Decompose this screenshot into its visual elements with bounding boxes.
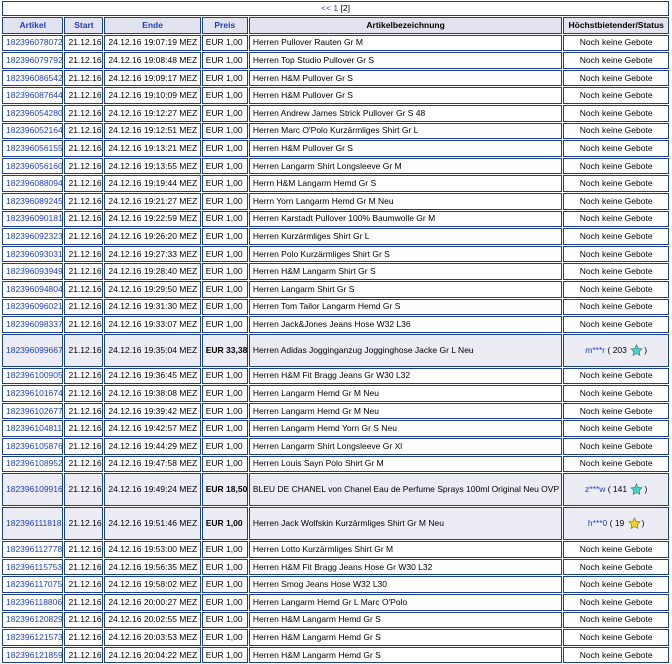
status-cell: Noch keine Gebote: [563, 87, 669, 104]
table-row: [2, 263, 669, 280]
header-start[interactable]: Start: [64, 17, 103, 34]
status-cell: Noch keine Gebote: [563, 559, 669, 576]
start-date-cell: 21.12.16: [64, 456, 103, 473]
end-date-cell: 24.12.16 19:29:50 MEZ: [104, 281, 200, 298]
item-title-cell: Herren Smog Jeans Hose W32 L30: [249, 576, 563, 593]
end-date-cell: 24.12.16 19:38:08 MEZ: [104, 385, 200, 402]
start-date-cell: 21.12.16: [64, 420, 103, 437]
price-cell: EUR 1,00: [202, 576, 248, 593]
table-row: [2, 70, 669, 87]
status-cell: Noch keine Gebote: [563, 281, 669, 298]
end-date-cell: 24.12.16 20:03:53 MEZ: [104, 629, 200, 646]
item-id-cell: [2, 263, 63, 280]
item-title-cell: Herren Jack&Jones Jeans Hose W32 L36: [249, 316, 563, 333]
item-id-link[interactable]: 182396078072: [6, 37, 63, 48]
start-date-cell: 21.12.16: [64, 612, 103, 629]
end-date-cell: 24.12.16 19:42:57 MEZ: [104, 420, 200, 437]
end-date-cell: 24.12.16 19:44:29 MEZ: [104, 438, 200, 455]
start-date-cell: 21.12.16: [64, 193, 103, 210]
price-cell: EUR 18,50: [202, 473, 248, 506]
price-cell: EUR 1,00: [202, 123, 248, 140]
item-id-cell: [2, 140, 63, 157]
start-date-cell: 21.12.16: [64, 228, 103, 245]
table-row: [2, 281, 669, 298]
status-cell: Noch keine Gebote: [563, 52, 669, 69]
end-date-cell: 24.12.16 19:58:02 MEZ: [104, 576, 200, 593]
end-date-cell: 24.12.16 20:00:27 MEZ: [104, 594, 200, 611]
item-id-cell: [2, 299, 63, 316]
header-status: Höchstbietender/Status: [563, 17, 669, 34]
item-id-cell: [2, 507, 63, 540]
table-row: [2, 316, 669, 333]
end-date-cell: 24.12.16 19:39:42 MEZ: [104, 403, 200, 420]
price-cell: EUR 1,00: [202, 507, 248, 540]
end-date-cell: 24.12.16 19:26:20 MEZ: [104, 228, 200, 245]
status-cell: Noch keine Gebote: [563, 438, 669, 455]
table-row: [2, 473, 669, 506]
table-row: [2, 456, 669, 473]
end-date-cell: 24.12.16 19:08:48 MEZ: [104, 52, 200, 69]
start-date-cell: 21.12.16: [64, 211, 103, 228]
end-date-cell: 24.12.16 19:36:45 MEZ: [104, 368, 200, 385]
end-date-cell: 24.12.16 19:09:17 MEZ: [104, 70, 200, 87]
item-title-cell: Herren Langarm Shirt Longsleeve Gr M: [249, 158, 563, 175]
status-cell: Noch keine Gebote: [563, 299, 669, 316]
status-cell: m***r ( 203 ): [563, 334, 669, 367]
item-id-cell: [2, 281, 63, 298]
item-id-link[interactable]: 182396093949: [6, 266, 63, 277]
item-id-cell: [2, 70, 63, 87]
end-date-cell: 24.12.16 19:22:59 MEZ: [104, 211, 200, 228]
item-id-cell: [2, 175, 63, 192]
status-cell: Noch keine Gebote: [563, 228, 669, 245]
end-date-cell: 24.12.16 19:56:35 MEZ: [104, 559, 200, 576]
status-cell: Noch keine Gebote: [563, 105, 669, 122]
rating-star-icon: [630, 344, 643, 357]
end-date-cell: 24.12.16 19:13:21 MEZ: [104, 140, 200, 157]
price-cell: EUR 1,00: [202, 246, 248, 263]
table-row: [2, 368, 669, 385]
price-cell: EUR 1,00: [202, 35, 248, 52]
start-date-cell: 21.12.16: [64, 140, 103, 157]
table-row: [2, 158, 669, 175]
item-id-cell: [2, 456, 63, 473]
end-date-cell: 24.12.16 19:07:19 MEZ: [104, 35, 200, 52]
table-row: [2, 123, 669, 140]
table-row: [2, 246, 669, 263]
item-title-cell: Herren H&M Pullover Gr S: [249, 70, 563, 87]
item-title-cell: Herren Langarm Hemd Gr L Marc O'Polo: [249, 594, 563, 611]
item-title-cell: Herren Louis Sayn Polo Shirt Gr M: [249, 456, 563, 473]
item-id-cell: [2, 368, 63, 385]
item-id-link[interactable]: 182396096021: [6, 301, 63, 312]
start-date-cell: 21.12.16: [64, 158, 103, 175]
status-cell: Noch keine Gebote: [563, 35, 669, 52]
item-id-cell: [2, 35, 63, 52]
item-title-cell: Herren Lotto Kurzärmliges Shirt Gr M: [249, 541, 563, 558]
item-id-link[interactable]: 182396121573: [6, 632, 63, 643]
start-date-cell: 21.12.16: [64, 299, 103, 316]
end-date-cell: 24.12.16 19:21:27 MEZ: [104, 193, 200, 210]
pagination-current-page: [2]: [340, 3, 350, 13]
start-date-cell: 21.12.16: [64, 263, 103, 280]
start-date-cell: 21.12.16: [64, 541, 103, 558]
item-id-link[interactable]: 182396090181: [6, 213, 63, 224]
start-date-cell: 21.12.16: [64, 629, 103, 646]
item-id-cell: [2, 158, 63, 175]
price-cell: EUR 1,00: [202, 456, 248, 473]
start-date-cell: 21.12.16: [64, 87, 103, 104]
end-date-cell: 24.12.16 19:31:30 MEZ: [104, 299, 200, 316]
item-id-cell: [2, 193, 63, 210]
pagination-prev-link[interactable]: <<: [321, 3, 331, 13]
price-cell: EUR 1,00: [202, 158, 248, 175]
item-id-link[interactable]: 182396086542: [6, 72, 63, 83]
item-title-cell: Herren H&M Pullover Gr S: [249, 87, 563, 104]
start-date-cell: 21.12.16: [64, 559, 103, 576]
item-title-cell: Herren H&M Langarm Shirt Gr S: [249, 263, 563, 280]
item-id-link[interactable]: 182396052164: [6, 125, 63, 136]
price-cell: EUR 1,00: [202, 385, 248, 402]
item-id-link[interactable]: 182396056155: [6, 142, 63, 153]
item-title-cell: Herren Langarm Hemd Yorn Gr S Neu: [249, 420, 563, 437]
feedback-score-link[interactable]: 141: [612, 484, 628, 494]
status-cell: Noch keine Gebote: [563, 403, 669, 420]
end-date-cell: 24.12.16 19:51:46 MEZ: [104, 507, 200, 540]
pagination: [2, 1, 669, 16]
item-id-link[interactable]: 182396117075: [6, 579, 63, 590]
start-date-cell: 21.12.16: [64, 647, 103, 664]
item-title-cell: Herren H&M Langarm Hemd Gr S: [249, 629, 563, 646]
end-date-cell: 24.12.16 19:27:33 MEZ: [104, 246, 200, 263]
item-id-cell: [2, 316, 63, 333]
table-row: [2, 403, 669, 420]
item-id-link[interactable]: 182396102677: [6, 405, 63, 416]
item-id-link[interactable]: 182396109916: [6, 484, 63, 495]
status-cell: Noch keine Gebote: [563, 175, 669, 192]
item-id-link[interactable]: 182396111818: [6, 518, 62, 529]
start-date-cell: 21.12.16: [64, 594, 103, 611]
status-cell: Noch keine Gebote: [563, 70, 669, 87]
table-row: [2, 385, 669, 402]
status-cell: Noch keine Gebote: [563, 211, 669, 228]
status-cell: Noch keine Gebote: [563, 576, 669, 593]
price-cell: EUR 1,00: [202, 175, 248, 192]
pagination-page-1[interactable]: 1: [333, 3, 339, 13]
item-id-link[interactable]: 182396088094: [6, 178, 63, 189]
item-id-cell: [2, 541, 63, 558]
item-title-cell: Herren H&M Langarm Hemd Gr S: [249, 647, 563, 664]
item-id-cell: [2, 228, 63, 245]
table-row: [2, 541, 669, 558]
item-id-cell: [2, 594, 63, 611]
item-id-cell: [2, 246, 63, 263]
item-id-cell: [2, 576, 63, 593]
price-cell: EUR 1,00: [202, 87, 248, 104]
item-id-link[interactable]: 182396098337: [6, 318, 63, 329]
item-id-cell: [2, 123, 63, 140]
status-cell: Noch keine Gebote: [563, 246, 669, 263]
item-id-cell: [2, 559, 63, 576]
status-cell: Noch keine Gebote: [563, 541, 669, 558]
status-cell: Noch keine Gebote: [563, 140, 669, 157]
table-row: [2, 52, 669, 69]
end-date-cell: 24.12.16 19:12:27 MEZ: [104, 105, 200, 122]
end-date-cell: 24.12.16 19:10:09 MEZ: [104, 87, 200, 104]
end-date-cell: 24.12.16 19:28:40 MEZ: [104, 263, 200, 280]
status-cell: Noch keine Gebote: [563, 368, 669, 385]
item-id-link[interactable]: 182396054280: [6, 107, 63, 118]
table-row: [2, 559, 669, 576]
end-date-cell: 24.12.16 19:35:04 MEZ: [104, 334, 200, 367]
price-cell: EUR 1,00: [202, 438, 248, 455]
table-row: [2, 211, 669, 228]
end-date-cell: 24.12.16 19:12:51 MEZ: [104, 123, 200, 140]
status-cell: Noch keine Gebote: [563, 420, 669, 437]
end-date-cell: 24.12.16 19:19:44 MEZ: [104, 175, 200, 192]
table-row: [2, 647, 669, 664]
table-row: [2, 35, 669, 52]
status-cell: h***0 ( 19 ): [563, 507, 669, 540]
bidder-link[interactable]: h***0: [587, 518, 608, 528]
item-id-cell: [2, 438, 63, 455]
price-cell: EUR 1,00: [202, 594, 248, 611]
item-id-link[interactable]: 182396087644: [6, 90, 63, 101]
start-date-cell: 21.12.16: [64, 52, 103, 69]
bidder-link[interactable]: z***w: [585, 484, 606, 494]
start-date-cell: 21.12.16: [64, 576, 103, 593]
start-date-cell: 21.12.16: [64, 507, 103, 540]
item-id-link[interactable]: 182396112778: [6, 544, 63, 555]
item-title-cell: Herren H&M Fit Bragg Jeans Gr W30 L32: [249, 368, 563, 385]
table-row: [2, 576, 669, 593]
auction-table: [1, 0, 670, 664]
table-row: [2, 594, 669, 611]
end-date-cell: 24.12.16 20:04:22 MEZ: [104, 647, 200, 664]
item-id-link[interactable]: 182396100905: [6, 370, 63, 381]
status-cell: Noch keine Gebote: [563, 385, 669, 402]
price-cell: EUR 1,00: [202, 629, 248, 646]
bidder-link[interactable]: m***r: [585, 344, 606, 355]
price-cell: EUR 1,00: [202, 541, 248, 558]
item-id-cell: [2, 385, 63, 402]
item-id-link[interactable]: 182396093031: [6, 248, 63, 259]
price-cell: EUR 1,00: [202, 403, 248, 420]
price-cell: EUR 1,00: [202, 281, 248, 298]
price-cell: EUR 1,00: [202, 368, 248, 385]
table-row: [2, 438, 669, 455]
item-id-cell: [2, 473, 63, 506]
item-id-cell: [2, 334, 63, 367]
item-id-cell: [2, 403, 63, 420]
price-cell: EUR 1,00: [202, 316, 248, 333]
item-id-link[interactable]: 182396099667: [6, 344, 63, 355]
price-cell: EUR 1,00: [202, 105, 248, 122]
start-date-cell: 21.12.16: [64, 70, 103, 87]
start-date-cell: 21.12.16: [64, 316, 103, 333]
table-row: [2, 629, 669, 646]
end-date-cell: 24.12.16 19:49:24 MEZ: [104, 473, 200, 506]
header-ende[interactable]: Ende: [104, 17, 200, 34]
item-id-link[interactable]: 182396079792: [6, 54, 63, 65]
item-title-cell: Herren Karstadt Pullover 100% Baumwolle Gr M: [249, 211, 563, 228]
table-row: [2, 105, 669, 122]
end-date-cell: 24.12.16 19:33:07 MEZ: [104, 316, 200, 333]
item-id-link[interactable]: 182396115753: [6, 561, 63, 572]
price-cell: EUR 1,00: [202, 612, 248, 629]
end-date-cell: 24.12.16 19:13:55 MEZ: [104, 158, 200, 175]
item-id-link[interactable]: 182396105876: [6, 440, 63, 451]
item-title-cell: Herren H&M Fit Bragg Jeans Hose Gr W30 L32: [249, 559, 563, 576]
item-id-link[interactable]: 182396101674: [6, 388, 63, 399]
item-id-link[interactable]: 182396092323: [6, 230, 63, 241]
start-date-cell: 21.12.16: [64, 35, 103, 52]
item-title-cell: Herren Adidas Jogginganzug Jogginghose Jacke Gr L Neu: [249, 334, 563, 367]
start-date-cell: 21.12.16: [64, 123, 103, 140]
header-artikelbezeichnung: Artikelbezeichnung: [249, 17, 563, 34]
table-header-row: [2, 17, 669, 34]
table-row: [2, 140, 669, 157]
status-cell: Noch keine Gebote: [563, 263, 669, 280]
item-title-cell: Herren Pullover Rauten Gr M: [249, 35, 563, 52]
item-title-cell: Herren Langarm Hemd Gr M Neu: [249, 403, 563, 420]
feedback-score-link[interactable]: 203: [612, 344, 627, 355]
status-cell: Noch keine Gebote: [563, 647, 669, 664]
table-row: [2, 420, 669, 437]
start-date-cell: 21.12.16: [64, 368, 103, 385]
rating-star-icon: [630, 483, 643, 496]
item-id-link[interactable]: 182396120829: [6, 614, 63, 625]
price-cell: EUR 1,00: [202, 140, 248, 157]
item-id-link[interactable]: 182396118806: [6, 596, 63, 607]
item-title-cell: Herren Marc O'Polo Kurzärmliges Shirt Gr L: [249, 123, 563, 140]
status-cell: Noch keine Gebote: [563, 123, 669, 140]
item-id-cell: [2, 420, 63, 437]
item-id-link[interactable]: 182396121859: [6, 649, 63, 660]
feedback-score-link[interactable]: 19: [614, 518, 625, 528]
item-id-cell: [2, 52, 63, 69]
start-date-cell: 21.12.16: [64, 175, 103, 192]
item-title-cell: Herren Tom Tailor Langarm Hemd Gr S: [249, 299, 563, 316]
item-title-cell: Herren Langarm Shirt Gr S: [249, 281, 563, 298]
start-date-cell: 21.12.16: [64, 246, 103, 263]
status-cell: Noch keine Gebote: [563, 316, 669, 333]
header-preis[interactable]: Preis: [202, 17, 248, 34]
start-date-cell: 21.12.16: [64, 281, 103, 298]
item-id-link[interactable]: 182396104811: [6, 423, 63, 434]
table-row: [2, 175, 669, 192]
item-id-cell: [2, 211, 63, 228]
end-date-cell: 24.12.16 20:02:55 MEZ: [104, 612, 200, 629]
end-date-cell: 24.12.16 19:53:00 MEZ: [104, 541, 200, 558]
price-cell: EUR 1,00: [202, 647, 248, 664]
start-date-cell: 21.12.16: [64, 438, 103, 455]
status-cell: Noch keine Gebote: [563, 594, 669, 611]
item-id-link[interactable]: 182396056160: [6, 160, 63, 171]
item-id-link[interactable]: 182396108952: [6, 458, 63, 469]
table-row: [2, 334, 669, 367]
item-title-cell: Herren H&M Pullover Gr S: [249, 140, 563, 157]
item-title-cell: Herren Top Studio Pullover Gr S: [249, 52, 563, 69]
item-title-cell: BLEU DE CHANEL von Chanel Eau de Perfume Sprays 100ml Original Neu OVP: [249, 473, 563, 506]
price-cell: EUR 1,00: [202, 52, 248, 69]
status-cell: Noch keine Gebote: [563, 629, 669, 646]
item-id-link[interactable]: 182396089245: [6, 195, 63, 206]
end-date-cell: 24.12.16 19:47:58 MEZ: [104, 456, 200, 473]
start-date-cell: 21.12.16: [64, 385, 103, 402]
item-id-cell: [2, 647, 63, 664]
item-title-cell: Herren H&M Langarm Hemd Gr S: [249, 612, 563, 629]
header-artikel[interactable]: Artikel: [2, 17, 63, 34]
item-title-cell: Herren Andrew James Strick Pullover Gr S 48: [249, 105, 563, 122]
table-row: [2, 507, 669, 540]
price-cell: EUR 1,00: [202, 420, 248, 437]
pagination-row: [2, 1, 669, 16]
table-row: [2, 299, 669, 316]
item-title-cell: Herren Polo Kurzärmliges Shirt Gr S: [249, 246, 563, 263]
price-cell: EUR 1,00: [202, 299, 248, 316]
item-id-cell: [2, 105, 63, 122]
status-cell: Noch keine Gebote: [563, 193, 669, 210]
start-date-cell: 21.12.16: [64, 105, 103, 122]
item-title-cell: Herren Kurzärmliges Shirt Gr L: [249, 228, 563, 245]
start-date-cell: 21.12.16: [64, 403, 103, 420]
status-cell: Noch keine Gebote: [563, 456, 669, 473]
price-cell: EUR 1,00: [202, 559, 248, 576]
price-cell: EUR 1,00: [202, 70, 248, 87]
rating-star-icon: [628, 517, 641, 530]
table-row: [2, 87, 669, 104]
start-date-cell: 21.12.16: [64, 334, 103, 367]
price-cell: EUR 33,38: [202, 334, 248, 367]
item-title-cell: Herrn H&M Langarm Hemd Gr S: [249, 175, 563, 192]
item-title-cell: Herren Langarm Hemd Gr M Neu: [249, 385, 563, 402]
item-title-cell: Herren Langarm Shirt Longsleeve Gr Xl: [249, 438, 563, 455]
item-id-cell: [2, 629, 63, 646]
table-row: [2, 228, 669, 245]
start-date-cell: 21.12.16: [64, 473, 103, 506]
table-row: [2, 193, 669, 210]
price-cell: EUR 1,00: [202, 193, 248, 210]
price-cell: EUR 1,00: [202, 228, 248, 245]
price-cell: EUR 1,00: [202, 211, 248, 228]
item-title-cell: Herren Jack Wolfskin Kurzärmliges Shirt Gr M Neu: [249, 507, 563, 540]
status-cell: Noch keine Gebote: [563, 158, 669, 175]
status-cell: z***w ( 141 ): [563, 473, 669, 506]
pagination-page-2: 2: [342, 3, 348, 13]
item-id-cell: [2, 87, 63, 104]
item-id-link[interactable]: 182396094804: [6, 283, 63, 294]
price-cell: EUR 1,00: [202, 263, 248, 280]
status-cell: Noch keine Gebote: [563, 612, 669, 629]
item-title-cell: Herrn Yorn Langarm Hemd Gr M Neu: [249, 193, 563, 210]
